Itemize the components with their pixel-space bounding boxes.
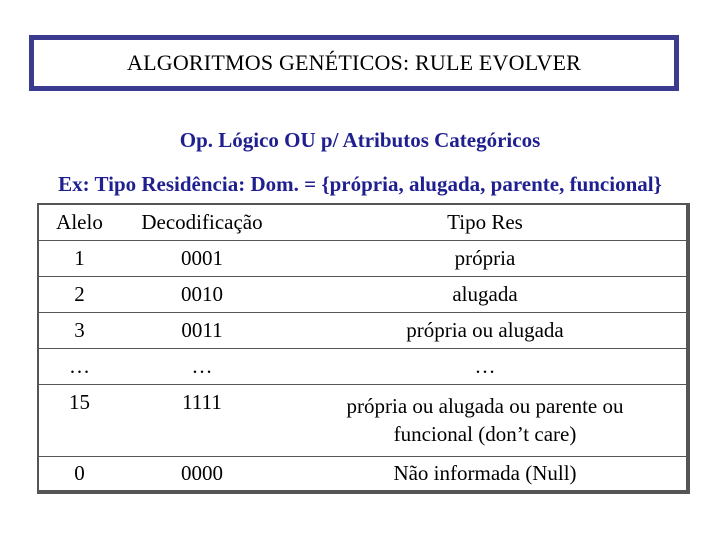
- table-row: [38, 348, 688, 384]
- table-row: [38, 312, 688, 348]
- cell-tipo-res: própria ou alugada: [284, 312, 688, 348]
- example-text: Ex: Tipo Residência: Dom. = {própria, alugada, parente, funcional}: [58, 172, 662, 196]
- cell-tipo-res: Não informada (Null): [393, 461, 577, 486]
- table-row: [38, 456, 688, 492]
- cell-decodificacao: 0010: [120, 276, 284, 312]
- column-header-alelo: Alelo: [38, 204, 120, 240]
- cell-decodificacao: 0001: [120, 240, 284, 276]
- cell-decodificacao: …: [120, 348, 284, 384]
- cell-alelo: 15: [38, 384, 120, 456]
- table-row: [38, 384, 688, 456]
- subtitle: Op. Lógico OU p/ Atributos Categóricos: [179, 128, 541, 152]
- title-box: [29, 35, 679, 91]
- cell-alelo: 1: [38, 240, 120, 276]
- cell-decodificacao: 0011: [120, 312, 284, 348]
- cell-tipo-res-line1: própria ou alugada ou parente ou: [346, 394, 624, 418]
- column-header-tipo-res: Tipo Res: [284, 204, 688, 240]
- cell-decodificacao: 1111: [120, 384, 284, 456]
- cell-tipo-res: própria: [284, 240, 688, 276]
- slide-title: ALGORITMOS GENÉTICOS: RULE EVOLVER: [127, 50, 581, 75]
- cell-decodificacao: 0000: [181, 460, 223, 485]
- table-row: [38, 276, 688, 312]
- allele-table: [37, 203, 690, 494]
- cell-tipo-res: [284, 384, 688, 456]
- cell-alelo: …: [38, 348, 120, 384]
- table-row: [38, 240, 688, 276]
- cell-alelo: 2: [38, 276, 120, 312]
- cell-tipo-res: …: [284, 348, 688, 384]
- cell-alelo: 0: [74, 460, 85, 485]
- cell-tipo-res: alugada: [284, 276, 688, 312]
- column-header-decodificacao: Decodificação: [120, 204, 284, 240]
- cell-tipo-res-line2: funcional (don’t care): [393, 422, 577, 446]
- table-header-row: [38, 204, 688, 240]
- cell-alelo: 3: [38, 312, 120, 348]
